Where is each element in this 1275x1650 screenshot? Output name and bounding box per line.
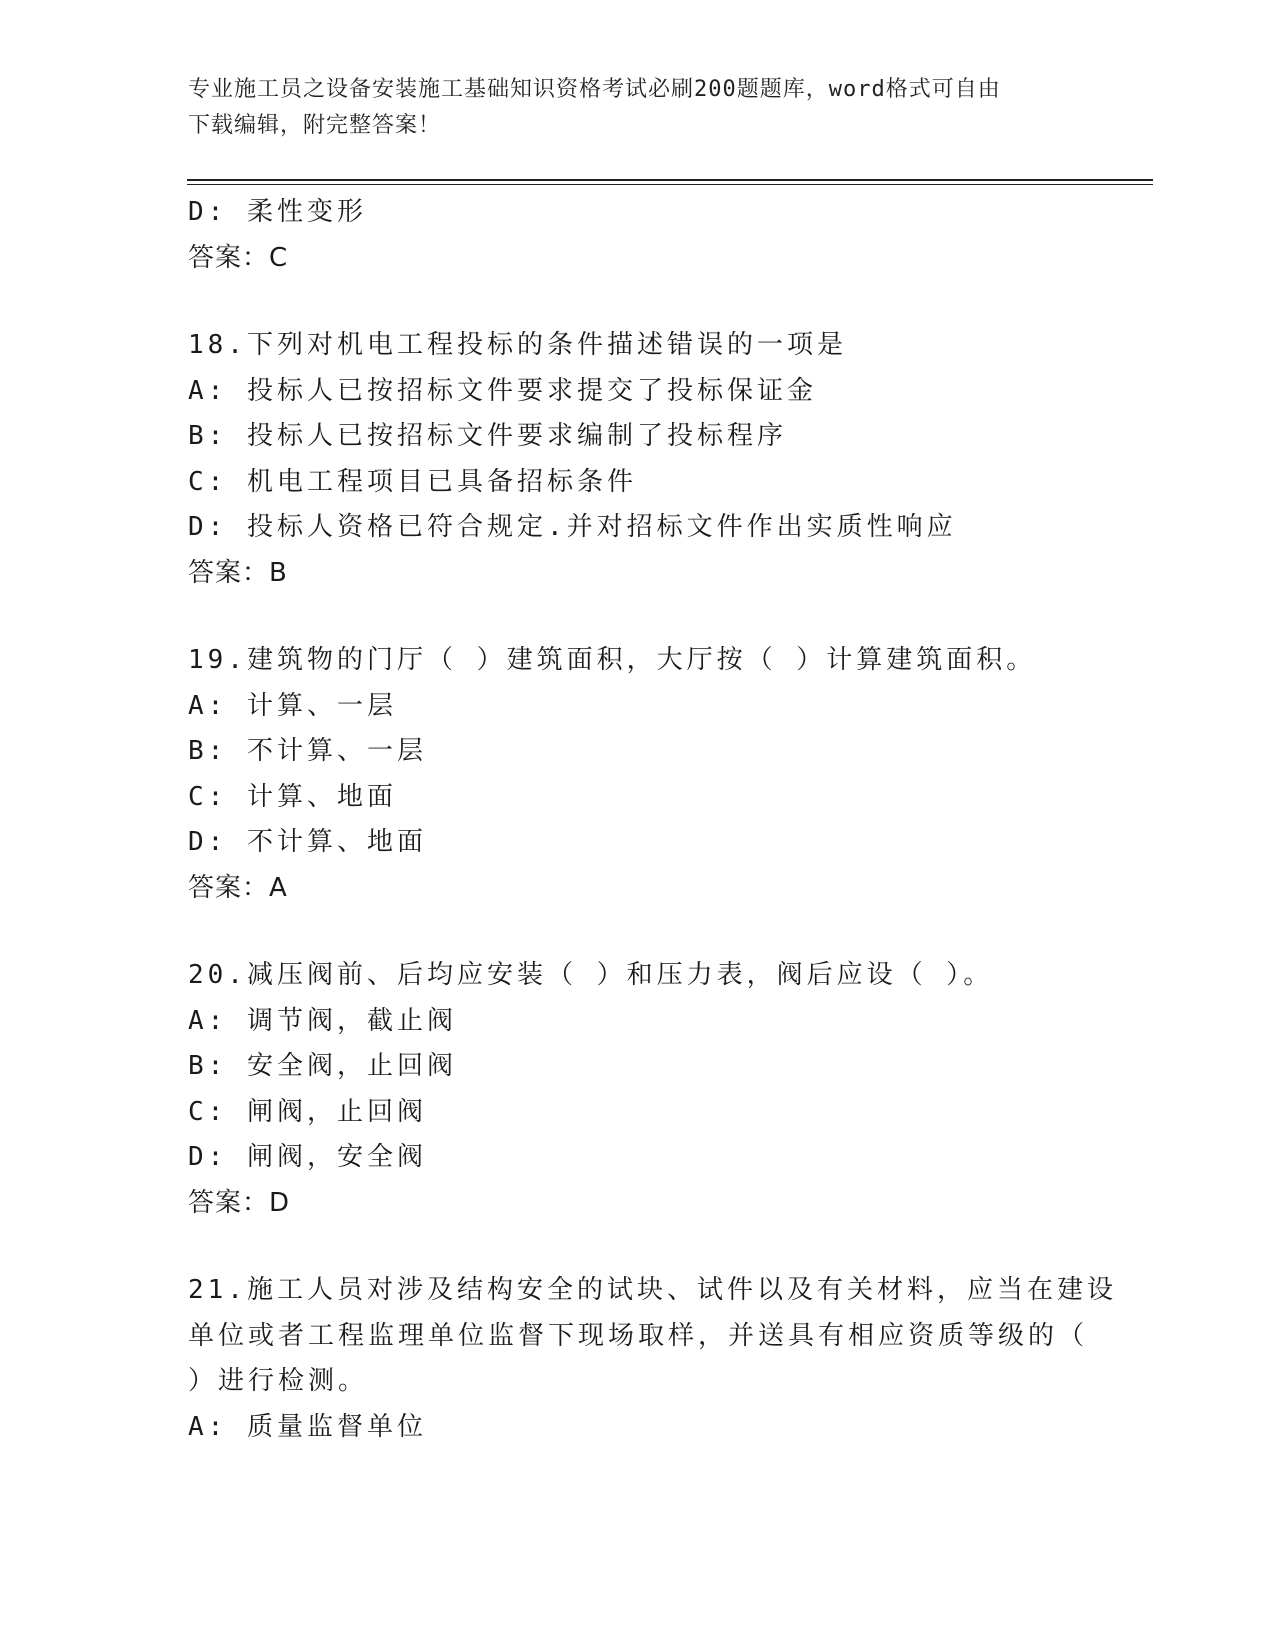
question-18: [188, 323, 1088, 596]
option-c: C: 机电工程项目已具备招标条件: [188, 466, 637, 497]
option-c: C: 计算、地面: [188, 781, 397, 812]
option-a: A: 投标人已按招标文件要求提交了投标保证金: [188, 375, 817, 406]
question-list: [188, 190, 1117, 1450]
option-d: D: 闸阀，安全阀: [188, 1142, 427, 1172]
option-a: A: 计算、一层: [188, 690, 397, 721]
question-stem-line-1: 21.施工人员对涉及结构安全的试块、试件以及有关材料，应当在建设: [188, 1275, 1117, 1305]
option-a: A: 质量监督单位: [188, 1411, 427, 1442]
answer-line: 答案：B: [188, 557, 288, 588]
header-title-line-2: 下载编辑，附完整答案！: [188, 113, 442, 138]
question-stem-line-3: ）进行检测。: [188, 1366, 369, 1396]
question-20: [188, 953, 1088, 1226]
question-stem: 19.建筑物的门厅（ ）建筑面积，大厅按（ ）计算建筑面积。: [188, 645, 1037, 675]
option-b: B: 投标人已按招标文件要求编制了投标程序: [188, 421, 787, 451]
question-19: [188, 638, 1088, 911]
option-b: B: 安全阀，止回阀: [188, 1051, 457, 1081]
option-b: B: 不计算、一层: [188, 736, 427, 766]
question-stem: 20.减压阀前、后均应安装（ ）和压力表，阀后应设（ ）。: [188, 960, 994, 990]
previous-question-tail: [188, 190, 1088, 281]
answer-line: 答案：D: [188, 1187, 291, 1218]
header-title-line-1: 专业施工员之设备安装施工基础知识资格考试必刷200题题库，word格式可自由: [188, 77, 1001, 102]
option-d: D: 不计算、地面: [188, 827, 427, 857]
option-d: D: 投标人资格已符合规定.并对招标文件作出实质性响应: [188, 512, 957, 542]
answer-line: 答案：C: [188, 242, 289, 273]
option-d: D: 柔性变形: [188, 197, 367, 227]
header-divider-thin: [187, 184, 1153, 185]
question-stem: 18.下列对机电工程投标的条件描述错误的一项是: [188, 330, 847, 360]
option-a: A: 调节阀，截止阀: [188, 1005, 457, 1036]
question-21: [188, 1268, 1117, 1450]
option-c: C: 闸阀，止回阀: [188, 1096, 427, 1127]
question-stem-line-2: 单位或者工程监理单位监督下现场取样，并送具有相应资质等级的（: [188, 1320, 1089, 1351]
page-header: [188, 72, 1068, 144]
answer-line: 答案：A: [188, 872, 288, 903]
header-divider-thick: [187, 179, 1153, 181]
